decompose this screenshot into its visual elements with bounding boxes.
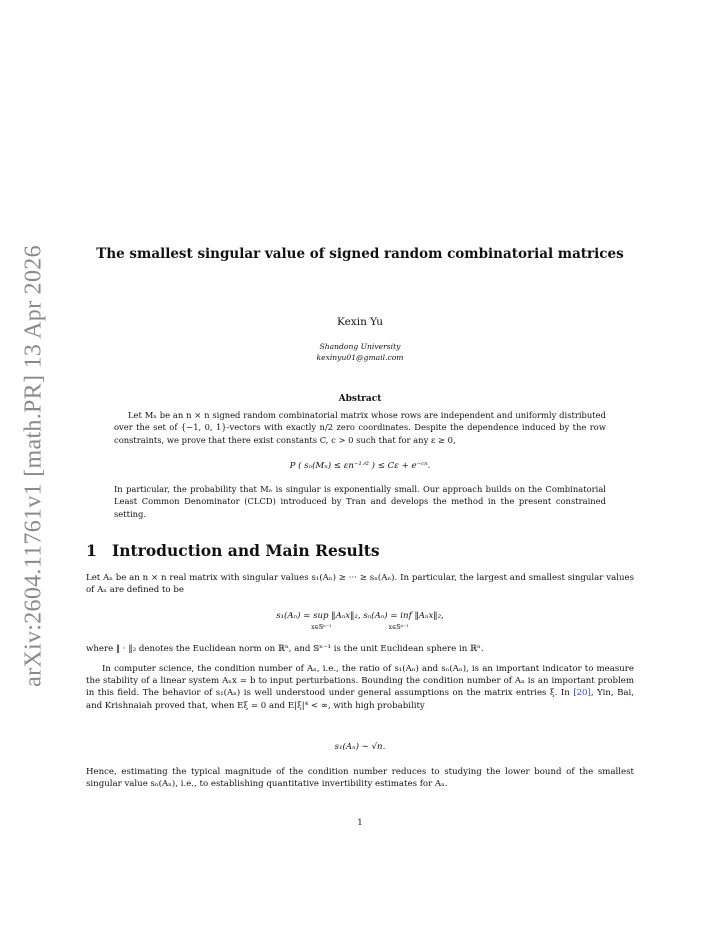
abstract-paragraph-1: Let Mₙ be an n × n signed random combinatorial matrix whose rows are independent and uniformly distributed over the set of {−1, 0, 1}-vectors with exactly n/2 zero coordinates. Despite the dependence induced by the row constraints, we prove that there exist constants C, c > 0 such that for any ε ≥ 0, bbox=[114, 410, 606, 445]
author-affiliation-block bbox=[0, 341, 720, 363]
paper-title: The smallest singular value of signed random combinatorial matrices bbox=[96, 246, 624, 262]
abstract-paragraph-2: In particular, the probability that Mₙ is singular is exponentially small. Our approach builds on the Combinatorial Least Common Denominator (CLCD) introduced by Tran and develops the method in the present constrained setting. bbox=[114, 484, 606, 519]
section-heading bbox=[86, 541, 380, 560]
affiliation: Shandong University bbox=[319, 342, 401, 351]
author-name: Kexin Yu bbox=[337, 316, 383, 328]
author-email: kexinyu01@gmail.com bbox=[316, 353, 404, 362]
abstract-heading: Abstract bbox=[338, 394, 382, 404]
intro-paragraph-3-text: In computer science, the condition number of Aₙ, i.e., the ratio of s₁(Aₙ) and sₙ(Aₙ), is an important indicator to measure the stability of a linear system Aₙx = b to input perturbations. Bounding the condition number of Aₙ is an important problem in this field. The behavior of s₁(Aₙ) is well understood under general assumptions on the matrix entries ξ. In bbox=[86, 664, 634, 699]
page-number: 1 bbox=[357, 818, 363, 828]
intro-paragraph-3-text-cont: , Yin, Bai, and Krishnaiah proved that, when Eξ = 0 and E|ξ|⁴ < ∞, with high probability bbox=[86, 688, 634, 711]
singular-value-definition-equation: s₁(Aₙ) = sup ‖Aₙx‖₂, sₙ(Aₙ) = inf ‖Aₙx‖₂, bbox=[276, 611, 444, 621]
intro-paragraph-3 bbox=[86, 663, 634, 712]
intro-paragraph-2: where ‖ · ‖₂ denotes the Euclidean norm on ℝⁿ, and 𝕊ⁿ⁻¹ is the unit Euclidean sphere in ℝⁿ. bbox=[86, 644, 484, 654]
intro-paragraph-4: Hence, estimating the typical magnitude of the condition number reduces to studying the lower bound of the smallest singular value sₙ(Aₙ), i.e., to establishing quantitative invertibility estimates for Aₙ. bbox=[86, 767, 634, 790]
growth-equation: s₁(Aₙ) ∼ √n. bbox=[334, 742, 386, 752]
arxiv-identifier: arXiv:2604.11761v1 [math.PR] 13 Apr 2026 bbox=[20, 245, 47, 687]
citation-link[interactable]: [20] bbox=[573, 688, 591, 699]
intro-paragraph-1: Let Aₙ be an n × n real matrix with singular values s₁(Aₙ) ≥ ··· ≥ sₙ(Aₙ). In particular, the largest and smallest singular values of Aₙ are defined to be bbox=[86, 573, 634, 596]
abstract-equation: P ( sₙ(Mₙ) ≤ εn⁻¹ᐟ² ) ≤ Cε + e⁻ᶜⁿ. bbox=[289, 461, 431, 471]
singular-value-equation-subscripts: x∈𝕊ⁿ⁻¹ x∈𝕊ⁿ⁻¹ bbox=[311, 624, 409, 631]
section-number: 1 bbox=[86, 541, 97, 560]
section-title: Introduction and Main Results bbox=[112, 541, 380, 560]
